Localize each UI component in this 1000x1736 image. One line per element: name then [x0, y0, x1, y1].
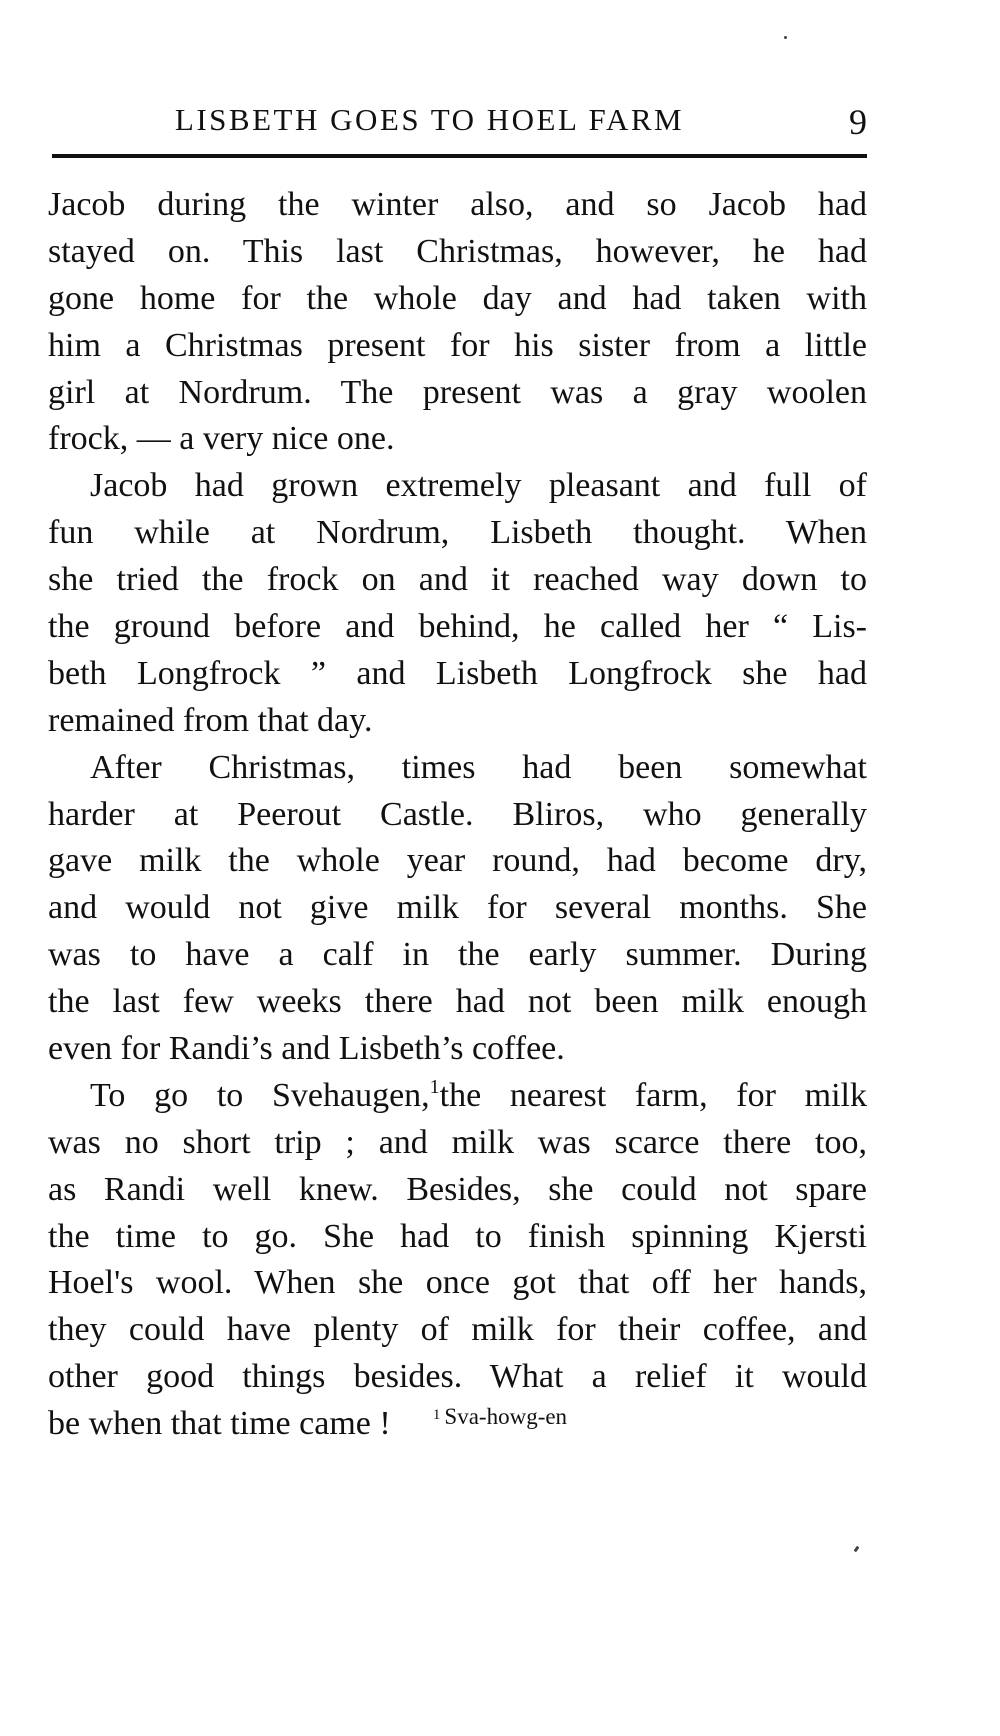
paragraph	[48, 745, 867, 1073]
text-line: the last few weeks there had not been milk enough	[48, 983, 867, 1021]
text-line: fun while at Nordrum, Lisbeth thought. When	[48, 514, 867, 552]
text-line: as Randi well knew. Besides, she could not spare	[48, 1170, 867, 1208]
header-rule	[52, 154, 867, 158]
footnote-mark: 1	[432, 1407, 441, 1423]
text-fragment: To go to Svehaugen,	[90, 1076, 430, 1114]
text-line: even for Randi’s and Lisbeth’s coffee.	[48, 1030, 565, 1068]
text-line: was to have a calf in the early summer. During	[48, 936, 867, 974]
body-text	[48, 182, 867, 1448]
text-line: gave milk the whole year round, had become dry,	[48, 842, 867, 880]
text-line: Hoel's wool. When she once got that off her hands,	[48, 1264, 867, 1302]
print-speck	[854, 1546, 860, 1553]
text-line: girl at Nordrum. The present was a gray woolen	[48, 373, 867, 411]
text-line: other good things besides. What a relief it would	[48, 1358, 867, 1396]
text-line: and would not give milk for several months. She	[48, 889, 867, 927]
footnote	[0, 1400, 1000, 1432]
text-line: be when that time came !	[48, 1405, 391, 1443]
text-line: they could have plenty of milk for their coffee, and	[48, 1311, 867, 1349]
text-line: Jacob had grown extremely pleasant and full of	[90, 467, 867, 505]
text-line: remained from that day.	[48, 701, 373, 739]
paragraph	[48, 1073, 867, 1448]
footnote-reference: 1	[429, 1075, 440, 1098]
text-line: Jacob during the winter also, and so Jacob had	[48, 186, 867, 223]
paragraph	[48, 182, 867, 463]
footnote-text: Sva-howg-en	[444, 1404, 568, 1429]
text-line: After Christmas, times had been somewhat	[90, 748, 867, 786]
text-line: beth Longfrock ” and Lisbeth Longfrock she had	[48, 654, 867, 692]
text-fragment: the nearest farm, for milk	[439, 1076, 867, 1114]
text-line: him a Christmas present for his sister from a little	[48, 326, 867, 364]
text-line: stayed on. This last Christmas, however, he had	[48, 232, 867, 270]
text-line: harder at Peerout Castle. Bliros, who generally	[48, 795, 867, 833]
text-line	[48, 1073, 867, 1120]
running-title: LISBETH GOES TO HOEL FARM	[174, 102, 685, 137]
running-head	[52, 100, 867, 148]
text-line: gone home for the whole day and had taken with	[48, 279, 867, 317]
text-line: the time to go. She had to finish spinning Kjersti	[48, 1217, 867, 1255]
text-line: the ground before and behind, he called her “ Lis-	[48, 608, 867, 646]
paragraph	[48, 463, 867, 744]
text-line: was no short trip ; and milk was scarce there too,	[48, 1123, 867, 1161]
text-line: frock, — a very nice one.	[48, 420, 395, 458]
page-number: 9	[849, 102, 867, 142]
text-line: she tried the frock on and it reached way down to	[48, 561, 867, 599]
print-speck	[784, 36, 787, 39]
